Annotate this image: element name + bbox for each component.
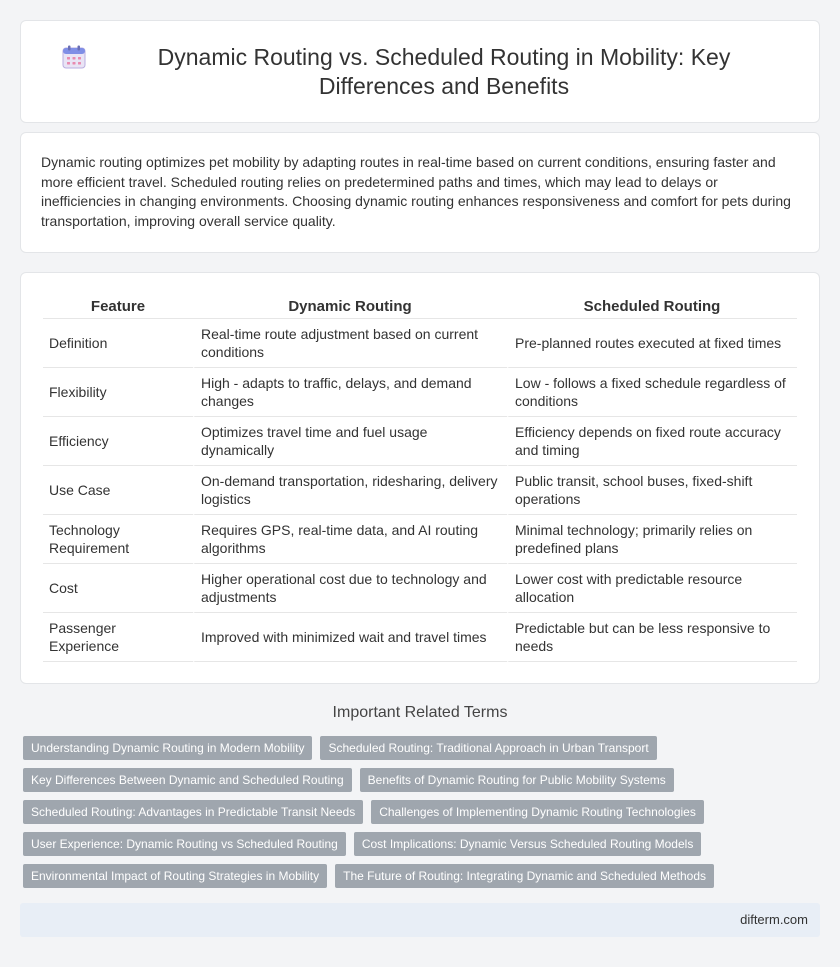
scheduled-cell: Lower cost with predictable resource allocation <box>507 564 797 613</box>
tag-row <box>23 864 823 888</box>
table-row <box>43 515 797 564</box>
related-terms-title: Important Related Terms <box>332 704 508 721</box>
related-term-link[interactable]: Benefits of Dynamic Routing for Public Mobility Systems <box>360 768 674 792</box>
header-feature: Feature <box>43 297 193 319</box>
header-dynamic-routing: Dynamic Routing <box>193 297 507 319</box>
tag-row <box>23 736 823 760</box>
feature-cell: Efficiency <box>43 417 193 466</box>
table-row <box>43 613 797 662</box>
related-terms-list <box>23 736 823 896</box>
feature-cell: Flexibility <box>43 368 193 417</box>
dynamic-cell: Improved with minimized wait and travel times <box>193 613 507 662</box>
tag-row <box>23 800 823 824</box>
related-term-link[interactable]: Environmental Impact of Routing Strategies in Mobility <box>23 864 327 888</box>
scheduled-cell: Minimal technology; primarily relies on predefined plans <box>507 515 797 564</box>
intro-card <box>20 132 820 253</box>
table-row <box>43 564 797 613</box>
dynamic-cell: Real-time route adjustment based on current conditions <box>193 319 507 368</box>
header-scheduled-routing: Scheduled Routing <box>507 297 797 319</box>
page-title: Dynamic Routing vs. Scheduled Routing in Mobility: Key Differences and Benefits <box>157 43 731 99</box>
related-term-link[interactable]: Challenges of Implementing Dynamic Routing Technologies <box>371 800 704 824</box>
table-header-row <box>43 297 797 319</box>
header-card <box>20 20 820 123</box>
related-term-link[interactable]: Understanding Dynamic Routing in Modern Mobility <box>23 736 312 760</box>
comparison-table-card <box>20 272 820 684</box>
related-term-link[interactable]: Cost Implications: Dynamic Versus Scheduled Routing Models <box>354 832 702 856</box>
table-row <box>43 466 797 515</box>
dynamic-cell: On-demand transportation, ridesharing, delivery logistics <box>193 466 507 515</box>
feature-cell: Technology Requirement <box>43 515 193 564</box>
scheduled-cell: Efficiency depends on fixed route accuracy and timing <box>507 417 797 466</box>
feature-cell: Definition <box>43 319 193 368</box>
tag-row <box>23 832 823 856</box>
related-term-link[interactable]: Scheduled Routing: Advantages in Predictable Transit Needs <box>23 800 363 824</box>
related-term-link[interactable]: Key Differences Between Dynamic and Scheduled Routing <box>23 768 352 792</box>
dynamic-cell: Requires GPS, real-time data, and AI routing algorithms <box>193 515 507 564</box>
table-row <box>43 417 797 466</box>
tag-row <box>23 768 823 792</box>
calendar-icon <box>61 44 87 70</box>
related-term-link[interactable]: The Future of Routing: Integrating Dynamic and Scheduled Methods <box>335 864 714 888</box>
related-term-link[interactable]: Scheduled Routing: Traditional Approach in Urban Transport <box>320 736 656 760</box>
related-term-link[interactable]: User Experience: Dynamic Routing vs Scheduled Routing <box>23 832 346 856</box>
table-row <box>43 319 797 368</box>
comparison-table <box>43 297 797 662</box>
scheduled-cell: Low - follows a fixed schedule regardless of conditions <box>507 368 797 417</box>
scheduled-cell: Predictable but can be less responsive to needs <box>507 613 797 662</box>
footer <box>20 903 820 937</box>
scheduled-cell: Pre-planned routes executed at fixed times <box>507 319 797 368</box>
table-row <box>43 368 797 417</box>
dynamic-cell: Optimizes travel time and fuel usage dynamically <box>193 417 507 466</box>
intro-paragraph: Dynamic routing optimizes pet mobility by adapting routes in real-time based on current conditions, ensuring faster and more efficient travel. Scheduled routing relies on predetermined paths and times, which may lead to delays or inefficiencies in changing environments. Choosing dynamic routing enhances responsiveness and comfort for pets during transportation, improving overall service quality. <box>41 154 791 229</box>
feature-cell: Passenger Experience <box>43 613 193 662</box>
site-link[interactable]: difterm.com <box>740 912 808 927</box>
feature-cell: Cost <box>43 564 193 613</box>
scheduled-cell: Public transit, school buses, fixed-shift operations <box>507 466 797 515</box>
dynamic-cell: High - adapts to traffic, delays, and demand changes <box>193 368 507 417</box>
dynamic-cell: Higher operational cost due to technology and adjustments <box>193 564 507 613</box>
feature-cell: Use Case <box>43 466 193 515</box>
